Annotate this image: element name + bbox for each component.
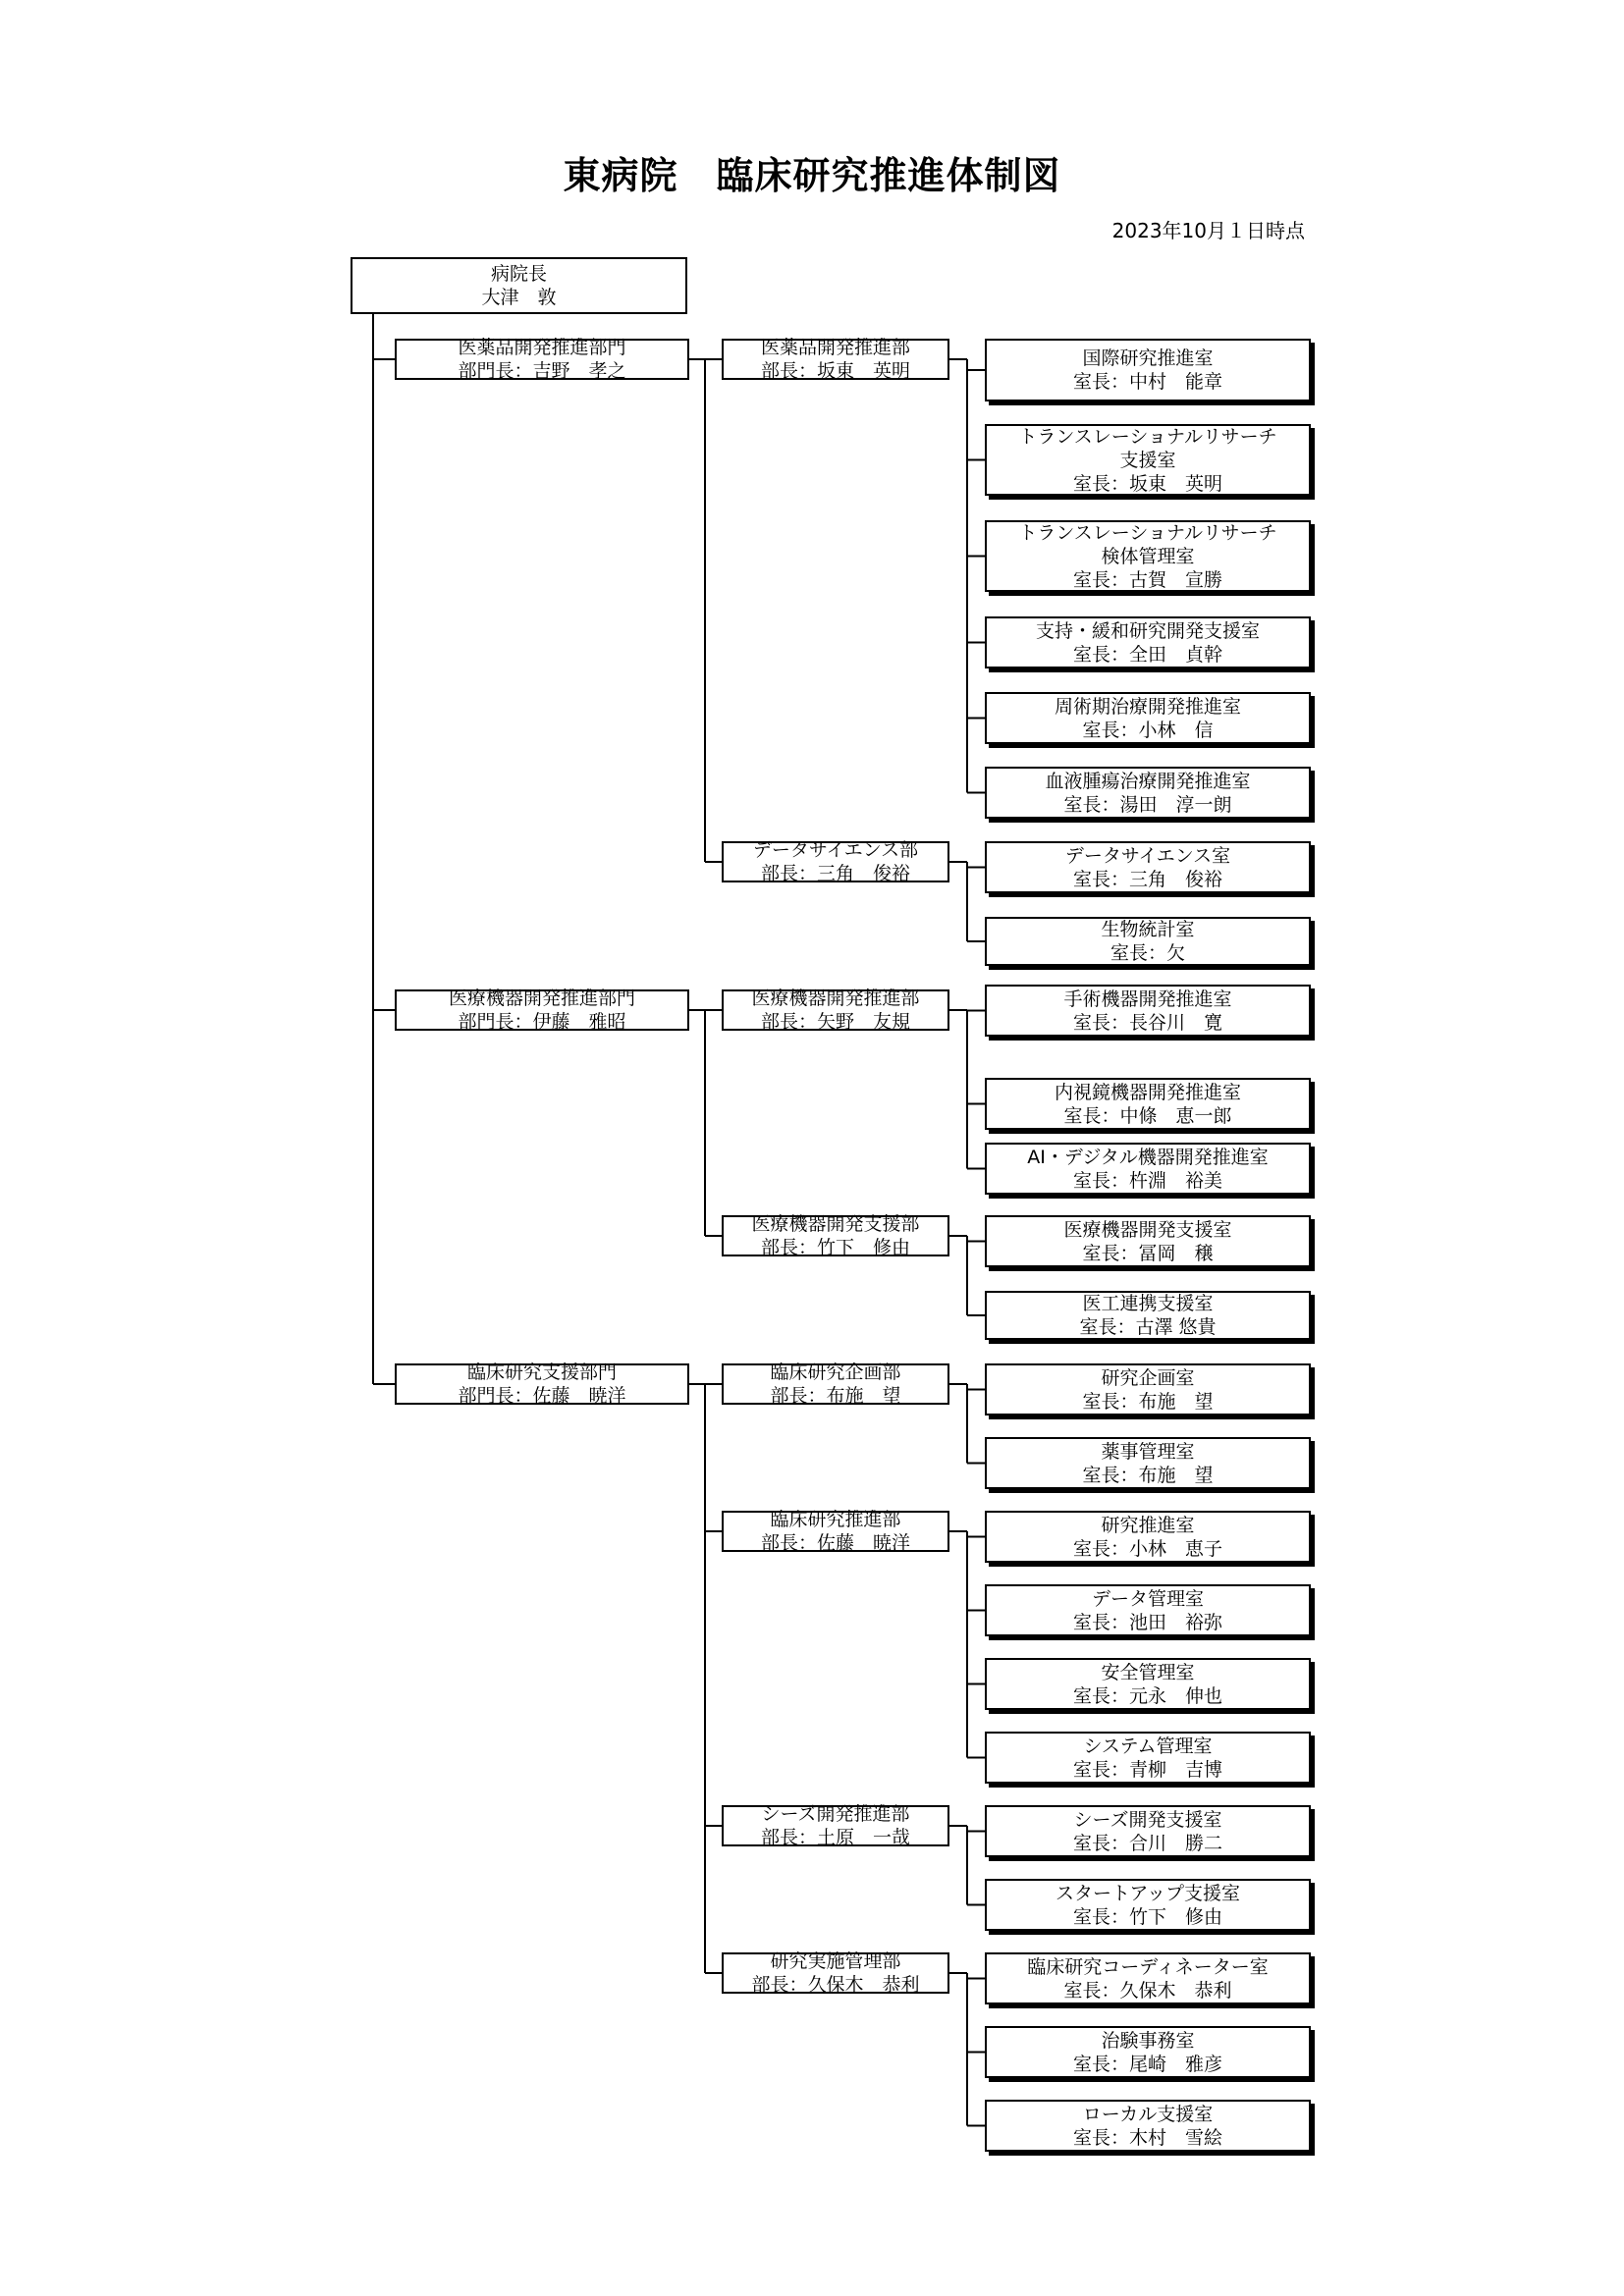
box-head-name: 部長：佐藤 暁洋 [760,1532,910,1554]
box-head-name: 部長：布施 望 [770,1385,901,1407]
box-head-name: 部長：矢野 友規 [760,1011,910,1033]
box-label: 研究企画室 [1101,1366,1195,1389]
box-label: スタートアップ支援室 [1055,1882,1241,1904]
division-box [395,989,689,1031]
box-head-name: 室長：竹下 修由 [1072,1905,1222,1928]
box-head-name: 室長：古賀 宣勝 [1072,568,1222,591]
box-label: 内視鏡機器開発推進室 [1054,1081,1241,1103]
office-box [985,1584,1311,1636]
department-box [722,1215,949,1256]
box-head-name: 部長：三角 俊裕 [760,863,910,884]
box-head-name: 部長：土原 一哉 [760,1827,910,1848]
box-label: シーズ開発支援室 [1073,1808,1222,1831]
box-head-name: 室長：尾崎 雅彦 [1072,2053,1222,2075]
office-box [985,1215,1311,1267]
box-label: AI・デジタル機器開発推進室 [1027,1146,1269,1168]
box-label: 臨床研究企画部 [770,1362,901,1383]
box-head-name: 室長：欠 [1110,942,1185,964]
department-box [722,989,949,1031]
page-title: 東病院 臨床研究推進体制図 [563,154,1061,197]
department-box [722,1805,949,1846]
division-box [395,1363,689,1405]
box-label: 薬事管理室 [1101,1440,1195,1463]
office-box [985,616,1311,668]
box-label: トランスレーショナルリサーチ [1018,425,1277,448]
box-label: 血液腫瘍治療開発推進室 [1045,770,1251,792]
box-head-name: 室長：坂東 英明 [1072,472,1222,495]
office-box [985,1437,1311,1489]
box-head-name: 大津 敦 [481,287,557,308]
division-box [395,339,689,380]
director-box [351,257,687,314]
box-label: 医療機器開発推進部門 [448,988,635,1009]
box-label: 医療機器開発支援室 [1063,1218,1232,1241]
office-box [985,985,1311,1037]
box-label: 医薬品開発推進部門 [458,337,626,358]
box-label: 支援室 [1119,449,1176,471]
box-head-name: 室長：小林 信 [1082,719,1214,741]
box-label: システム管理室 [1083,1735,1213,1757]
box-head-name: 部長：久保木 恭利 [751,1974,920,1996]
box-label: ローカル支援室 [1082,2103,1214,2125]
as-of-date: 2023年10月１日時点 [1111,219,1305,242]
department-box [722,1952,949,1994]
box-head-name: 室長：全田 貞幹 [1072,643,1222,666]
box-head-name: 室長：杵淵 裕美 [1072,1169,1222,1192]
box-label: 安全管理室 [1101,1661,1195,1683]
box-head-name: 室長：中條 恵一郎 [1063,1104,1232,1127]
office-box [985,424,1311,496]
office-box [985,1952,1311,2004]
box-head-name: 部門長：佐藤 暁洋 [458,1385,626,1407]
box-label: 検体管理室 [1101,545,1195,567]
box-label: 研究実施管理部 [770,1950,901,1972]
box-head-name: 室長：布施 望 [1082,1464,1214,1486]
office-box [985,1363,1311,1415]
office-box [985,1291,1311,1340]
office-box [985,767,1311,819]
office-box [985,1511,1311,1563]
office-box [985,1805,1311,1857]
department-box [722,1363,949,1405]
office-box [985,1143,1311,1195]
box-label: 臨床研究コーディネーター室 [1027,1955,1269,1978]
box-head-name: 室長：湯田 淳一朗 [1063,793,1232,816]
box-label: データサイエンス室 [1064,844,1231,867]
box-label: 医工連携支援室 [1082,1293,1214,1314]
box-head-name: 室長：合川 勝二 [1072,1832,1222,1854]
box-label: 手術機器開発推進室 [1063,988,1232,1010]
office-box [985,1732,1311,1784]
box-head-name: 室長：木村 雪絵 [1072,2126,1222,2149]
box-head-name: 部長：坂東 英明 [760,360,910,382]
box-head-name: 室長：小林 恵子 [1072,1537,1222,1560]
office-box [985,1879,1311,1931]
box-label: トランスレーショナルリサーチ [1018,521,1277,544]
box-label: 支持・緩和研究開発支援室 [1035,619,1260,642]
box-label: 病院長 [490,263,547,285]
box-label: 周術期治療開発推進室 [1054,695,1241,718]
box-label: 臨床研究支援部門 [466,1362,617,1383]
box-label: 医療機器開発推進部 [751,988,920,1009]
box-label: 生物統計室 [1101,919,1195,940]
office-box [985,692,1311,744]
box-head-name: 部門長：吉野 孝之 [458,360,626,382]
box-head-name: 室長：池田 裕弥 [1072,1611,1222,1633]
office-box [985,2026,1311,2078]
box-head-name: 室長：久保木 恭利 [1063,1979,1232,2002]
box-label: 研究推進室 [1101,1514,1195,1536]
department-box [722,339,949,380]
office-box [985,1078,1311,1130]
box-label: 医療機器開発支援部 [751,1213,920,1235]
box-label: シーズ開発推進部 [761,1803,910,1825]
box-head-name: 室長：青柳 吉博 [1072,1758,1222,1781]
office-box [985,339,1311,401]
department-box [722,841,949,882]
box-head-name: 室長：冨岡 穣 [1082,1242,1214,1264]
department-box [722,1511,949,1552]
box-label: 医薬品開発推進部 [760,337,910,358]
box-head-name: 室長：布施 望 [1082,1390,1214,1413]
box-label: 臨床研究推進部 [770,1509,901,1530]
box-head-name: 部長：竹下 修由 [760,1237,910,1258]
box-label: 治験事務室 [1101,2029,1195,2052]
office-box [985,2100,1311,2152]
office-box [985,520,1311,592]
office-box [985,917,1311,966]
box-head-name: 室長：三角 俊裕 [1072,868,1222,890]
box-label: 国際研究推進室 [1082,347,1214,369]
box-head-name: 部門長：伊藤 雅昭 [458,1011,626,1033]
office-box [985,1658,1311,1710]
box-label: データサイエンス部 [752,839,919,861]
office-box [985,841,1311,893]
box-head-name: 室長：中村 能章 [1072,371,1222,393]
box-head-name: 室長：長谷川 寛 [1072,1011,1222,1034]
box-head-name: 室長：元永 伸也 [1072,1684,1222,1707]
box-label: データ管理室 [1091,1587,1204,1610]
box-head-name: 室長：古澤 悠貴 [1079,1316,1217,1338]
